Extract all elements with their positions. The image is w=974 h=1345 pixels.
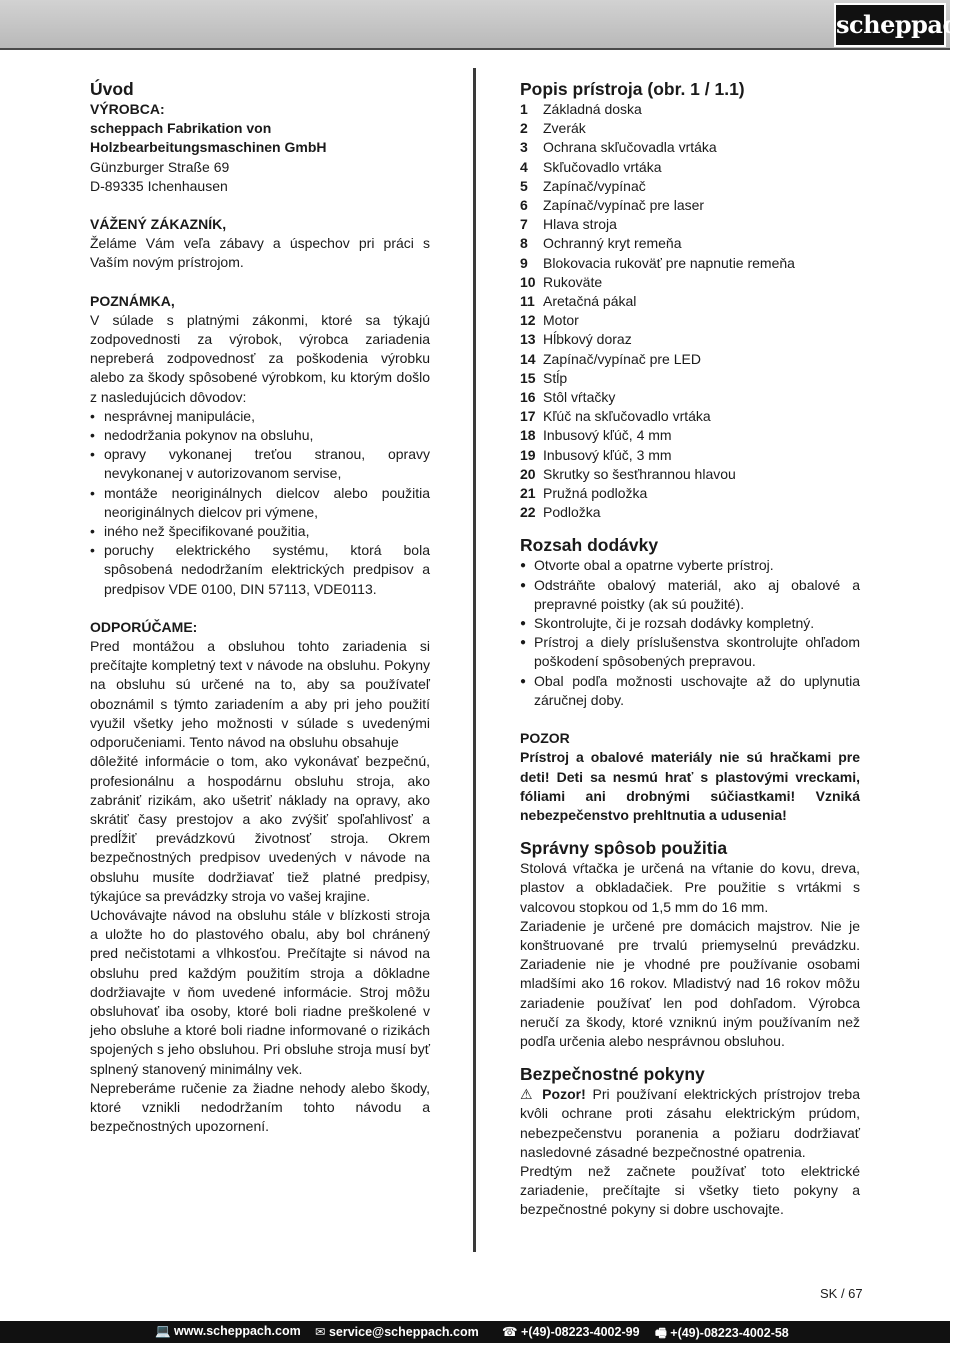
part-label: Inbusový kľúč, 4 mm	[543, 427, 672, 444]
part-number: 17	[520, 408, 536, 425]
customer-text: Želáme Vám veľa zábavy a úspechov pri práci s Vaším novým prístrojom.	[90, 235, 430, 271]
list-item: ● Prístroj a diely príslušenstva skontrolujte ohľadom poškodení spôsobených prepravou.	[520, 633, 860, 671]
usage-paragraph-2: Zariadenie je určené pre domácich majstrov. Nie je konštruované pre trvalú priemyselnú prevádzku. Zariadenie nie je vhodné pre používanie osobami mladšími ako 16 rokov. Mladistvý nad 16 rokov môžu zariadenie používať len pod dohľadom. Výrobca neručí za škody, ktoré vzniknú iným používaním než podľa určenia alebo nesprávnou obsluhou.	[520, 917, 860, 1049]
list-item: • nedodržania pokynov na obsluhu,	[90, 426, 430, 445]
part-number: 10	[520, 273, 536, 290]
warning-label: ⚠ Pozor!	[520, 1086, 586, 1103]
part-label: Ochrana skľučovadla vrtáka	[543, 139, 717, 156]
part-label: Ochranný kryt remeňa	[543, 235, 682, 252]
part-number: 11	[520, 293, 535, 310]
list-item	[520, 426, 860, 445]
delivery-list	[520, 556, 860, 710]
note-list	[90, 407, 430, 599]
parts-title: Popis prístroja (obr. 1 / 1.1)	[520, 79, 745, 99]
list-item	[520, 484, 860, 503]
top-bar	[0, 0, 974, 50]
list-item	[520, 215, 860, 234]
part-number: 9	[520, 254, 528, 271]
list-item	[520, 330, 860, 349]
manufacturer-label: VÝROBCA:	[90, 101, 165, 117]
recommend-label: ODPORÚČAME:	[90, 618, 198, 635]
delivery-title: Rozsah dodávky	[520, 535, 659, 556]
part-number: 7	[520, 216, 528, 233]
list-item: • iného než špecifikované použitia,	[90, 522, 430, 541]
usage-title: Správny spôsob použitia	[520, 838, 728, 859]
list-item	[520, 273, 860, 292]
list-item: • opravy vykonanej treťou stranou, opravy nevykonanej v autorizovanom servise,	[90, 445, 430, 483]
caution-text: Prístroj a obalové materiály nie sú hračkami pre deti! Deti sa nesmú hrať s plastovými vreckami, fóliami ani drobnými súčiastkami! Vzniká nebezpečenstvo prehltnutia a udusenia!	[520, 749, 860, 823]
footer-bar	[0, 1321, 950, 1343]
scheppach-logo: scheppach	[834, 3, 946, 47]
footer-fax: 🖷 +(49)-08223-4002-58	[655, 1326, 789, 1340]
safety-text-1: Pri používaní elektrických prístrojov treba kvôli ochrane proti zásahu elektrickým prúdom, nebezpečenstvu poranenia a požiaru dodržiavať nasledovné zásadné bezpečnostné opatrenia.	[520, 1086, 860, 1160]
list-item	[520, 407, 860, 426]
list-item	[520, 350, 860, 369]
part-number: 20	[520, 465, 536, 482]
list-item	[520, 138, 860, 157]
part-label: Skľučovadlo vrtáka	[543, 158, 662, 175]
part-number: 19	[520, 446, 536, 463]
part-number: 6	[520, 197, 528, 214]
left-column	[90, 78, 430, 1136]
part-label: Motor	[543, 312, 579, 329]
part-number: 21	[520, 485, 536, 502]
part-number: 18	[520, 427, 536, 444]
part-label: Zapínač/vypínač pre LED	[543, 350, 701, 367]
list-item	[520, 234, 860, 253]
list-item	[520, 196, 860, 215]
part-label: Inbusový kľúč, 3 mm	[543, 446, 672, 463]
part-label: Aretačná pákal	[543, 293, 637, 310]
list-item: ● Otvorte obal a opatrne vyberte prístroj.	[520, 556, 860, 575]
recommend-paragraph-2: dôležité informácie o tom, ako vykonávať bezpečnú, profesionálnu a hospodárnu obsluhu stroja, ako zabrániť rizikám, ako ušetriť náklady na opravy, ako skrátiť časy prestojov a ako zvýšiť spoľahlivosť a predĺžiť prevádzkovú životnosť stroja. Okrem bezpečnostných predpisov uvedených v návode na obsluhu musíte dodržiavať tiež platné predpisy, týkajúce sa prevádzky stroja vo vašej krajine.	[90, 753, 430, 904]
list-item: ● Obal podľa možnosti uschovajte až do uplynutia záručnej doby.	[520, 672, 860, 710]
customer-label: VÁŽENÝ ZÁKAZNÍK,	[90, 216, 227, 233]
list-item	[520, 119, 860, 138]
part-label: Hĺbkový doraz	[543, 331, 632, 348]
part-number: 13	[520, 331, 536, 348]
part-number: 5	[520, 177, 528, 194]
list-item: • poruchy elektrického systému, ktorá bola spôsobená nedodržaním elektrických predpisov a predpisov VDE 0100, DIN 57113, VDE0113.	[90, 541, 430, 599]
safety-paragraph-2: Predtým než začnete používať toto elektrické zariadenie, prečítajte si všetky tieto pokyny a bezpečnostné pokyny si dobre uschovajte.	[520, 1162, 860, 1218]
part-label: Zverák	[543, 120, 586, 137]
list-item	[520, 465, 860, 484]
part-number: 4	[520, 158, 528, 175]
part-label: Skrutky so šesťhrannou hlavou	[543, 465, 736, 482]
right-column	[520, 78, 860, 1220]
safety-title: Bezpečnostné pokyny	[520, 1064, 705, 1085]
recommend-paragraph-1: Pred montážou a obsluhou tohto zariadenia si prečítajte kompletný text v návode na obsluhu. Pokyny na obsluhu sú určené na to, aby sa používateľ oboznámil s týmto zariadením a aby pri jeho použití využil všetky jeho možnosti v súlade s uvedenými odporučeniami. Tento návod na obsluhu obsahuje	[90, 638, 430, 751]
column-divider	[473, 68, 476, 1252]
list-item: • montáže neoriginálnych dielcov alebo použitia neoriginálnych dielcov pri výmene,	[90, 484, 430, 522]
list-item: ● Odstráňte obalový materiál, ako aj obalové a prepravné poistky (ak sú použité).	[520, 576, 860, 614]
list-item	[520, 388, 860, 407]
part-label: Hlava stroja	[543, 216, 617, 233]
note-text: V súlade s platnými zákonmi, ktoré sa týkajú zodpovednosti za výrobok, výrobca zariadenia nepreberá zodpovednosť za poškodenia výrobku alebo za škody spôsobené výrobkom, ku ktorým došlo z nasledujúcich dôvodov:	[90, 311, 430, 405]
part-number: 2	[520, 120, 528, 137]
parts-list	[520, 100, 860, 522]
part-label: Zapínač/vypínač pre laser	[543, 197, 705, 214]
part-label: Kľúč na skľučovadlo vrtáka	[543, 408, 711, 425]
part-number: 15	[520, 369, 536, 386]
intro-title: Úvod	[90, 79, 134, 99]
list-item	[520, 503, 860, 522]
manufacturer-city: D-89335 Ichenhausen	[90, 177, 228, 194]
part-number: 1	[520, 101, 528, 117]
list-item	[520, 369, 860, 388]
manufacturer-street: Günzburger Straße 69	[90, 158, 230, 175]
part-number: 8	[520, 235, 528, 252]
caution-label: POZOR	[520, 730, 570, 747]
recommend-paragraph-3: Uchovávajte návod na obsluhu stále v blízkosti stroja a uložte ho do plastového obalu, aby bol chránený pred nečistotami a vlhkosťou. Prečítajte si návod na obsluhu pred každým použitím stroja a dôkladne dodržiavajte v ňom uvedené informácie. Stroj môžu obsluhovať iba osoby, ktoré boli riadne preškolené v jeho obsluhe a ktoré boli riadne informované o rizikách spojených s jeho obsluhou. Pri obsluhe stroja musí byť splnený stanovený minimálny vek.	[90, 906, 430, 1077]
list-item	[520, 177, 860, 196]
note-label: POZNÁMKA,	[90, 292, 175, 309]
list-item	[520, 100, 860, 119]
part-number: 16	[520, 389, 536, 406]
footer-phone: ☎ +(49)-08223-4002-99	[502, 1325, 640, 1339]
part-number: 14	[520, 350, 536, 367]
manufacturer-name-2: Holzbearbeitungsmaschinen GmbH	[90, 139, 327, 156]
manufacturer-name-1: scheppach Fabrikation von	[90, 120, 272, 137]
part-label: Pružná podložka	[543, 485, 648, 502]
part-label: Podložka	[543, 504, 601, 521]
page-number: SK / 67	[820, 1286, 863, 1301]
part-number: 3	[520, 139, 528, 156]
list-item: • nesprávnej manipulácie,	[90, 407, 430, 426]
recommend-paragraph-4: Nepreberáme ručenie za žiadne nehody alebo škody, ktoré vznikli nedodržaním tohto návodu a bezpečnostných upozornení.	[90, 1079, 430, 1135]
list-item	[520, 292, 860, 311]
part-label: Základná doska	[543, 101, 642, 117]
usage-paragraph-1: Stolová vŕtačka je určená na vŕtanie do kovu, dreva, plastov a obkladačiek. Pre použitie s vrtákmi s valcovou stopkou od 1,5 mm do 16 mm.	[520, 860, 860, 915]
part-label: Stôl vŕtačky	[543, 389, 616, 406]
footer-website-link[interactable]: 💻 www.scheppach.com	[155, 1324, 301, 1338]
footer-email-link[interactable]: ✉ service@scheppach.com	[315, 1325, 479, 1339]
list-item	[520, 446, 860, 465]
list-item	[520, 311, 860, 330]
part-number: 22	[520, 504, 536, 521]
list-item: ● Skontrolujte, či je rozsah dodávky kompletný.	[520, 614, 860, 633]
list-item	[520, 254, 860, 273]
part-label: Rukoväte	[543, 273, 603, 290]
part-label: Zapínač/vypínač	[543, 177, 646, 194]
part-label: Stĺp	[543, 369, 568, 386]
safety-paragraph-1	[520, 1085, 860, 1162]
part-label: Blokovacia rukoväť pre napnutie remeňa	[543, 254, 795, 271]
part-number: 12	[520, 312, 536, 329]
list-item	[520, 158, 860, 177]
